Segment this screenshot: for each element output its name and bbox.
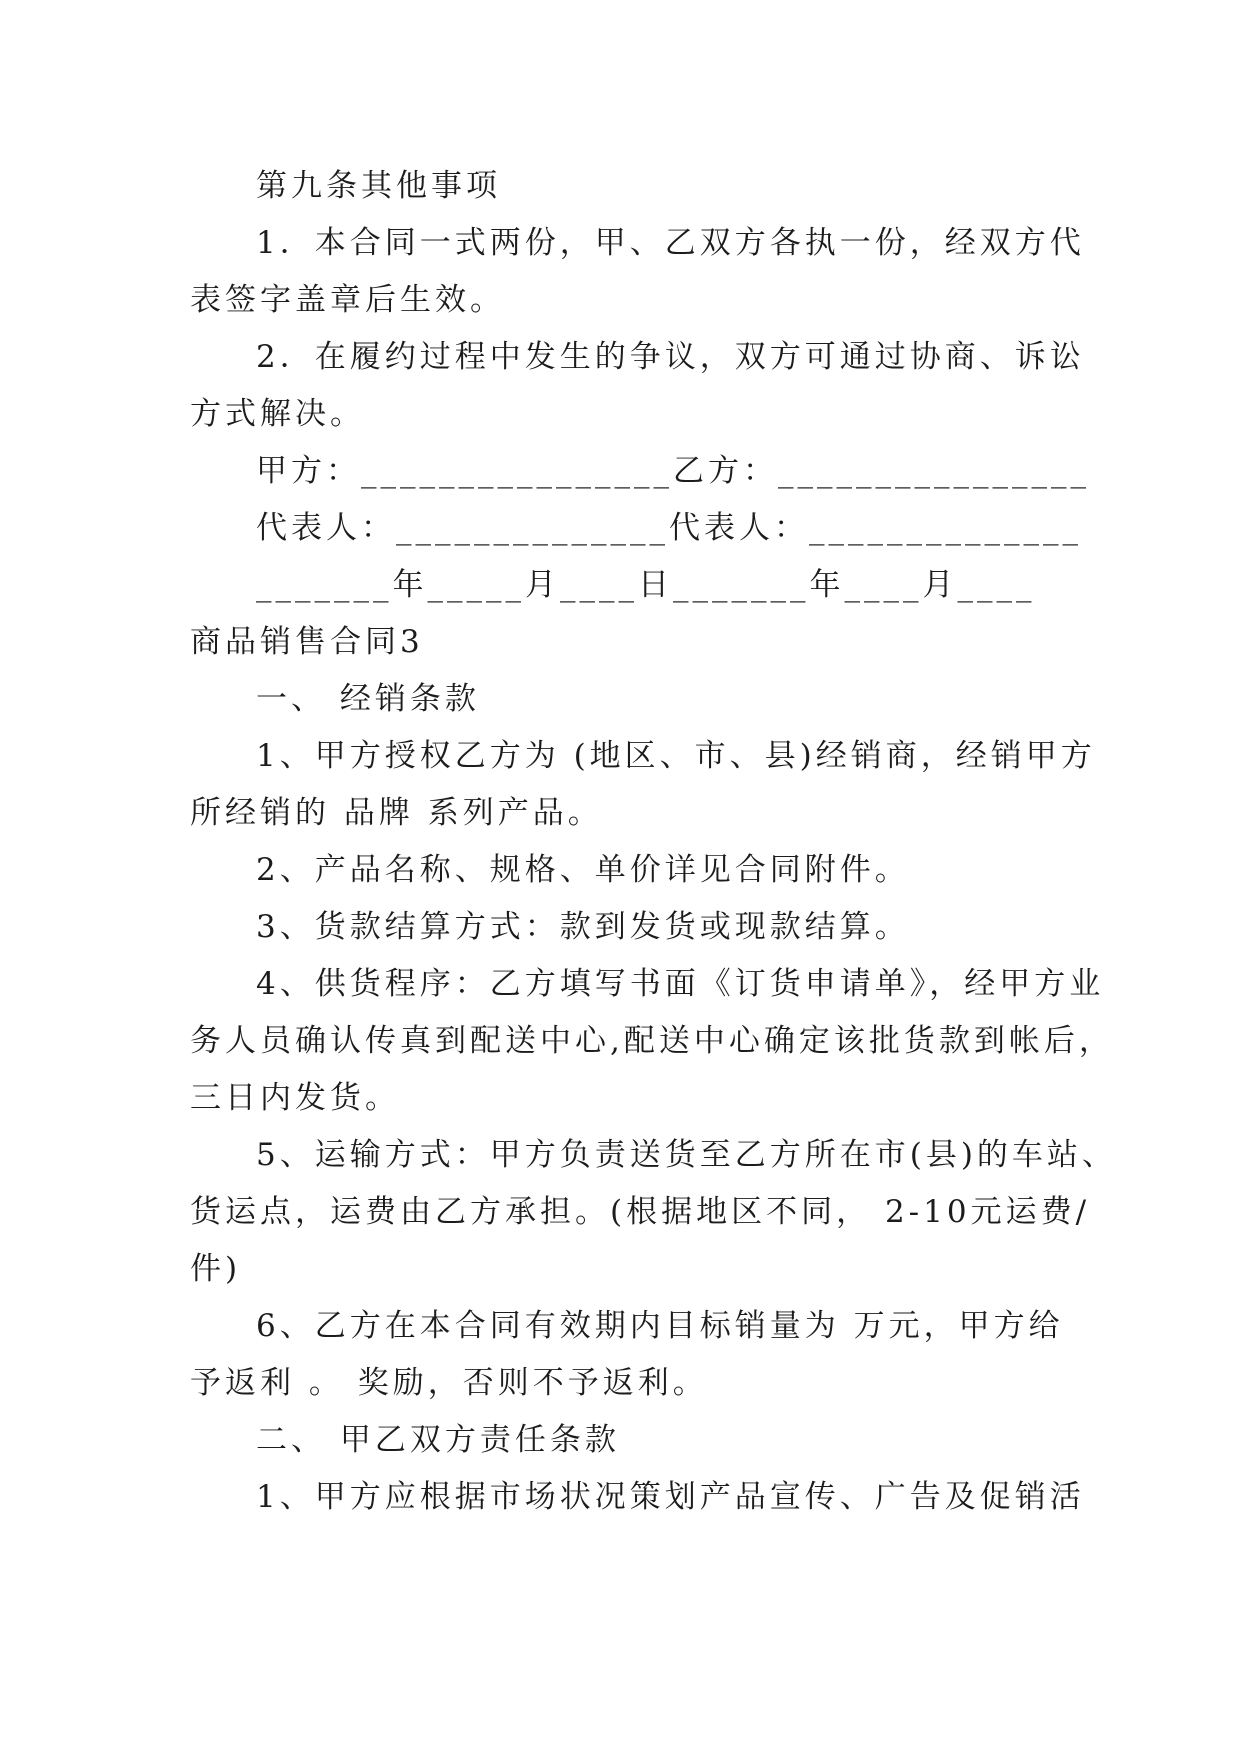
distribution-clause-4-line-3: 三日内发货。 [190,1080,400,1116]
distribution-clause-6-line-1: 6、乙方在本合同有效期内目标销量为 万元，甲方给 [256,1308,1064,1344]
section-1-heading: 一、 经销条款 [256,681,480,717]
party-signature-line: 甲方：________________乙方：________________ [256,453,1090,489]
responsibility-clause-1-line-1: 1、甲方应根据市场状况策划产品宣传、广告及促销活 [256,1479,1085,1515]
distribution-clause-5-line-3: 件) [190,1251,242,1287]
date-line: _______年_____月____日_______年____月____ [256,567,1036,603]
distribution-clause-4-line-1: 4、供货程序：乙方填写书面《订货申请单》，经甲方业 [256,966,1105,1002]
distribution-clause-2: 2、产品名称、规格、单价详见合同附件。 [256,852,910,888]
clause-2-line-2: 方式解决。 [190,396,365,432]
distribution-clause-3: 3、货款结算方式：款到发货或现款结算。 [256,909,910,945]
contract-3-title: 商品销售合同3 [190,624,424,660]
distribution-clause-5-line-1: 5、运输方式：甲方负责送货至乙方所在市(县)的车站、 [256,1137,1117,1173]
distribution-clause-6-line-2: 予返利 。 奖励，否则不予返利。 [190,1365,708,1401]
article-nine-heading: 第九条其他事项 [256,168,501,204]
distribution-clause-5-line-2: 货运点，运费由乙方承担。(根据地区不同， 2-10元运费/ [190,1194,1091,1230]
section-2-heading: 二、 甲乙双方责任条款 [256,1422,620,1458]
distribution-clause-1-line-1: 1、甲方授权乙方为 (地区、市、县)经销商，经销甲方 [256,738,1096,774]
representative-signature-line: 代表人：______________代表人：______________ [256,510,1082,546]
clause-2-line-1: 2．在履约过程中发生的争议，双方可通过协商、诉讼 [256,339,1085,375]
clause-1-line-1: 1．本合同一式两份，甲、乙双方各执一份，经双方代 [256,225,1085,261]
distribution-clause-1-line-2: 所经销的 品牌 系列产品。 [190,795,603,831]
clause-1-line-2: 表签字盖章后生效。 [190,282,505,318]
distribution-clause-4-line-2: 务人员确认传真到配送中心,配送中心确定该批货款到帐后， [190,1023,1114,1059]
